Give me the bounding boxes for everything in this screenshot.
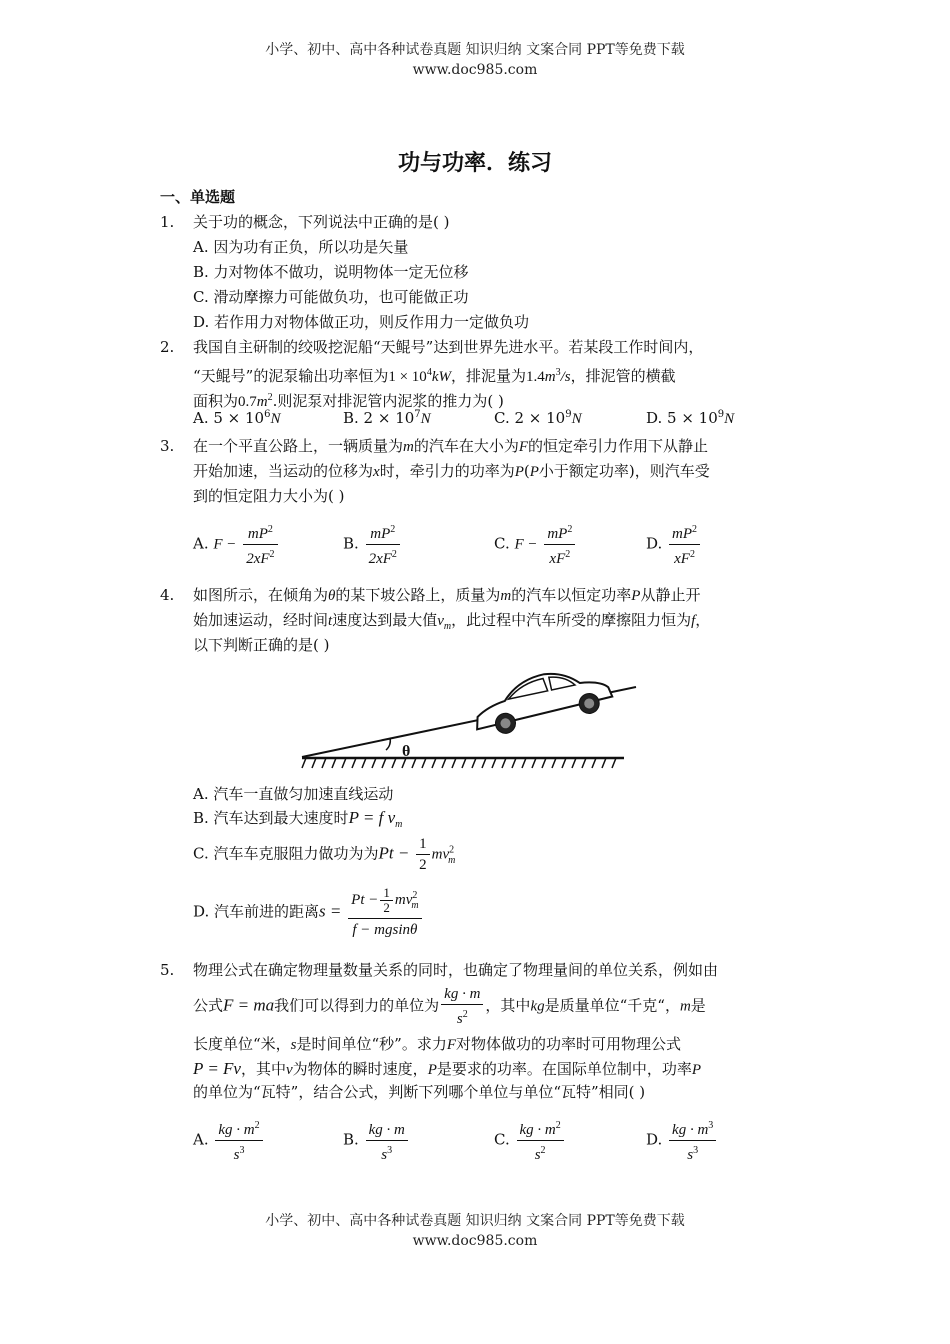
question-stem-line-2: 公式F = ma我们可以得到力的单位为 $\frac{kg \cdot m}{s^2}$ ，其中kg是质量单位“千克“，m是 <box>193 986 706 1027</box>
footer-url: www.doc985.com <box>412 1233 538 1249</box>
fraction: Pt − $\frac{1}{2}$ $mv^2_m$ f − mgsinθ <box>348 884 421 941</box>
question-stem-line-2: 始加速运动，经时间t速度达到最大值$v_m$，此过程中汽车所受的摩擦阻力恒为f， <box>193 611 711 632</box>
question-stem-line-5: 的单位为“瓦特”，结合公式，判断下列哪个单位与单位“瓦特”相同( ) <box>193 1083 646 1101</box>
fraction: $\frac{mP^2}{xF^2}$ <box>669 520 700 569</box>
option-a[interactable]: A. F − $\frac{mP^2}{2xF^2}$ <box>193 520 280 569</box>
question-number: 2. <box>160 338 175 356</box>
page-header <box>0 40 950 80</box>
question-stem-line-3: 以下判断正确的是( ) <box>193 636 330 654</box>
question-number: 1. <box>160 213 175 231</box>
q4-option-c[interactable]: C. 汽车车克服阻力做功为为Pt − $\frac{1}{2}$ $mv^2_m$ <box>193 836 456 873</box>
question-stem-line-3: 长度单位“米，s是时间单位“秒”。求力F对物体做功的功率时可用物理公式 <box>193 1035 682 1053</box>
question-stem-line-1: 物理公式在确定物理量数量关系的同时，也确定了物理量间的单位关系，例如由 <box>193 961 719 979</box>
option-c[interactable]: C. $2 \times 10^9N$ <box>494 409 582 427</box>
footer-line-1: 小学、初中、高中各种试卷真题 知识归纳 文案合同 PPT等免费下载 <box>265 1213 685 1229</box>
fraction: $\frac{kg \cdot m^3}{s^3}$ <box>669 1116 716 1165</box>
option-a[interactable]: A. $5 \times 10^6N$ <box>193 409 281 427</box>
option-d[interactable]: D. $\frac{mP^2}{xF^2}$ <box>646 520 702 569</box>
option-b[interactable]: B. $\frac{mP^2}{2xF^2}$ <box>343 520 402 569</box>
option-d[interactable]: D. 若作用力对物体做正功，则反作用力一定做负功 <box>193 313 530 331</box>
question-stem-line-3: 到的恒定阻力大小为( ) <box>193 487 345 505</box>
option-b[interactable]: B. 力对物体不做功，说明物体一定无位移 <box>193 263 469 281</box>
fraction: $\frac{kg \cdot m^2}{s^3}$ <box>215 1116 262 1165</box>
page-title: 功与功率．练习 <box>397 151 552 176</box>
q4-option-a[interactable]: A. 汽车一直做匀加速直线运动 <box>193 785 394 803</box>
option-c[interactable]: C. $\frac{kg \cdot m^2}{s^2}$ <box>494 1116 566 1165</box>
q4-option-d[interactable]: D. 汽车前进的距离s = Pt − $\frac{1}{2}$ $mv^2_m$ f − mgsinθ <box>193 884 424 941</box>
question-stem: 关于功的概念，下列说法中正确的是( ) <box>193 213 450 231</box>
page-footer <box>0 1211 950 1251</box>
angle-label: θ <box>402 743 411 760</box>
question-number: 5. <box>160 961 175 979</box>
incline-car-figure <box>298 652 648 774</box>
header-line-1: 小学、初中、高中各种试卷真题 知识归纳 文案合同 PPT等免费下载 <box>265 42 685 58</box>
fraction: $\frac{mP^2}{xF^2}$ <box>544 520 575 569</box>
question-stem-line-4: P = Fv，其中v为物体的瞬时速度，P是要求的功率。在国际单位制中，功率P <box>193 1059 702 1078</box>
fraction: $\frac{mP^2}{2xF^2}$ <box>366 520 400 569</box>
question-stem-line-3: 面积为$0.7m^2$.则泥泵对排泥管内泥浆的推力为( ) <box>193 392 504 410</box>
option-c[interactable]: C. 滑动摩擦力可能做负功，也可能做正功 <box>193 288 469 306</box>
ground-hatching <box>302 758 616 768</box>
question-number: 4. <box>160 586 175 604</box>
question-number: 3. <box>160 437 175 455</box>
fraction: $\frac{mP^2}{2xF^2}$ <box>243 520 277 569</box>
question-stem-line-1: 我国自主研制的绞吸挖泥船“天鲲号”达到世界先进水平。若某段工作时间内， <box>193 338 704 356</box>
header-url: www.doc985.com <box>412 62 538 78</box>
question-stem-line-1: 如图所示，在倾角为θ的某下坡公路上，质量为m的汽车以恒定功率P从静止开 <box>193 586 701 604</box>
question-stem-line-2: 开始加速，当运动的位移为x时，牵引力的功率为P(P小于额定功率)，则汽车受 <box>193 462 710 480</box>
option-d[interactable]: D. $\frac{kg \cdot m^3}{s^3}$ <box>646 1116 718 1165</box>
section-heading: 一、单选题 <box>160 188 236 206</box>
option-a[interactable]: A. $\frac{kg \cdot m^2}{s^3}$ <box>193 1116 265 1165</box>
fraction: $\frac{1}{2}$ <box>416 834 430 875</box>
option-a[interactable]: A. 因为功有正负，所以功是矢量 <box>193 238 409 256</box>
option-b[interactable]: B. $\frac{kg \cdot m}{s^3}$ <box>343 1116 410 1165</box>
q4-option-b[interactable]: B. 汽车达到最大速度时P = f $v_m$ <box>193 808 403 830</box>
fraction: $\frac{kg \cdot m}{s^3}$ <box>366 1116 408 1165</box>
car-icon <box>469 661 615 739</box>
option-b[interactable]: B. $2 \times 10^7N$ <box>343 409 431 427</box>
fraction: $\frac{kg \cdot m^2}{s^2}$ <box>517 1116 564 1165</box>
question-stem-line-2: “天鲲号”的泥泵输出功率恒为$1 \times 10^4kW$，排泥量为$1.4m^3/s$，排泥管的横截 <box>193 367 676 385</box>
option-d[interactable]: D. $5 \times 10^9N$ <box>646 409 735 427</box>
fraction: $\frac{kg \cdot m}{s^2}$ <box>441 984 483 1029</box>
option-c[interactable]: C. F − $\frac{mP^2}{xF^2}$ <box>494 520 577 569</box>
question-stem-line-1: 在一个平直公路上，一辆质量为m的汽车在大小为F的恒定牵引力作用下从静止 <box>193 437 709 455</box>
